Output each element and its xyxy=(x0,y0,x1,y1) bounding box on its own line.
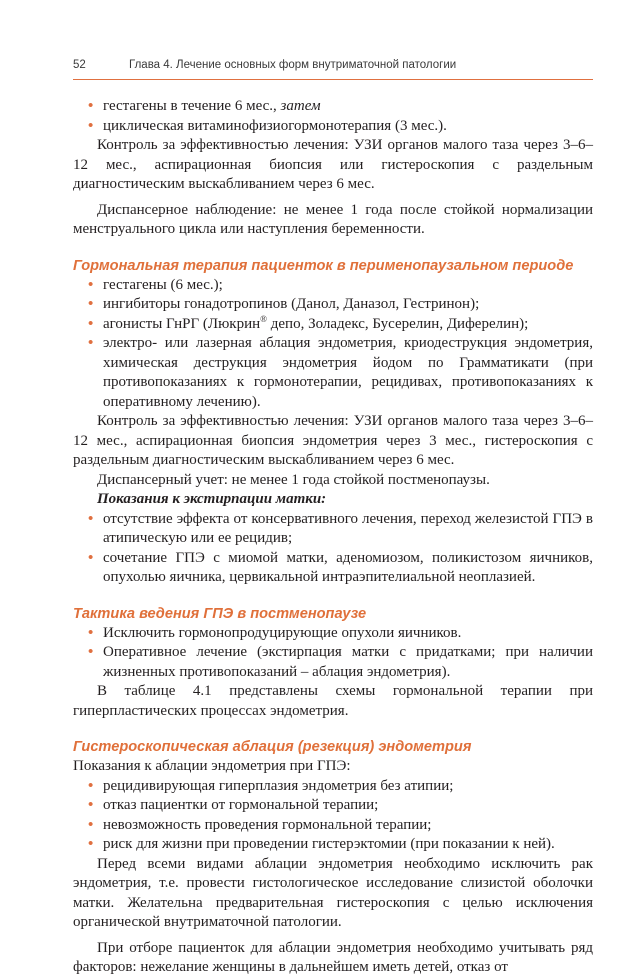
section-heading-perimenopause: Гормональная терапия пациенток в перименопаузальном периоде xyxy=(73,257,574,274)
body-paragraph: Перед всеми видами аблации эндометрия необходимо исключить рак эндометрия, т.е. провести гистологическое исследование слизистой оболочки матки. Желательна предварительная гистероскопия с целью исключения органической внутриматочной патологии. xyxy=(73,855,593,930)
list-item-text: ингибиторы гонадотропинов (Данол, Даназол, Гестринон); xyxy=(103,296,480,312)
list-item xyxy=(88,295,593,315)
list-item-text: агонисты ГнРГ (Люкрин xyxy=(103,315,261,332)
list-item xyxy=(88,796,593,816)
ablation-intro: Показания к аблации эндометрия при ГПЭ: xyxy=(73,758,351,774)
bullet-icon: • xyxy=(88,510,94,527)
intro-list xyxy=(73,97,593,136)
list-item xyxy=(88,510,593,549)
chapter-title: Глава 4. Лечение основных форм внутриматочной патологии xyxy=(129,59,457,71)
bullet-icon: • xyxy=(88,777,94,794)
list-item-text: гестагены в течение 6 мес., xyxy=(103,98,281,114)
bullet-icon: • xyxy=(88,315,94,332)
page-number: 52 xyxy=(73,59,86,71)
control-paragraph: Контроль за эффективностью лечения: УЗИ органов малого таза через 3–6–12 мес., аспирационная биопсия или гистероскопия с раздельным диагностическим выскабливанием через 6 мес. xyxy=(73,137,593,192)
control-paragraph: Контроль за эффективностью лечения: УЗИ органов малого таза через 3–6–12 мес., аспирационная биопсия эндометрия через 3 мес., гистероскопия с раздельным диагностическим выскабливанием через 6 мес. xyxy=(73,413,593,468)
table-reference-paragraph: В таблице 4.1 представлены схемы гормональной терапии при гиперпластических процессах эндометрия. xyxy=(73,683,593,719)
bullet-icon: • xyxy=(88,549,94,566)
list-item xyxy=(88,816,593,836)
dispensary-paragraph: Диспансерное наблюдение: не менее 1 года после стойкой нормализации менструального цикла или наступления беременности. xyxy=(73,201,593,237)
bullet-icon: • xyxy=(88,797,94,813)
bullet-icon: • xyxy=(88,816,94,833)
bullet-icon: • xyxy=(88,644,94,660)
page-body xyxy=(73,97,593,978)
list-item-text: депо, Золадекс, Бусерелин, Диферелин); xyxy=(267,315,529,332)
list-item xyxy=(88,313,593,335)
registered-mark: ® xyxy=(260,313,267,324)
list-item-text: Исключить гормонопродуцирующие опухоли яичников. xyxy=(103,624,462,641)
list-item-text: рецидивирующая гиперплазия эндометрия без атипии; xyxy=(103,777,454,794)
perimenopause-list xyxy=(73,276,593,413)
list-item-text: Оперативное лечение (экстирпация матки с придатками; при наличии жизненных противопоказаний – аблация эндометрия). xyxy=(103,644,593,680)
section-heading-ablation: Гистероскопическая аблация (резекция) эндометрия xyxy=(73,739,472,755)
bullet-icon: • xyxy=(88,98,94,114)
list-item xyxy=(88,624,593,644)
list-item xyxy=(88,334,593,412)
indications-title: Показания к экстирпации матки: xyxy=(97,491,327,507)
list-item-emphasis: затем xyxy=(280,98,321,114)
list-item xyxy=(88,117,593,137)
list-item-text: риск для жизни при проведении гистерэктомии (при показании к ней). xyxy=(103,836,555,852)
bullet-icon: • xyxy=(88,296,94,312)
list-item-text: невозможность проведения гормональной терапии; xyxy=(103,816,432,833)
ablation-list xyxy=(73,777,593,855)
list-item-text: гестагены (6 мес.); xyxy=(103,276,223,293)
bullet-icon: • xyxy=(88,117,94,134)
bullet-icon: • xyxy=(88,836,94,852)
list-item-text: отсутствие эффекта от консервативного лечения, переход железистой ГПЭ в атипическую или ее рецидив; xyxy=(103,510,593,546)
list-item-text: сочетание ГПЭ с миомой матки, аденомиозом, поликистозом яичников, опухолью яичника, цервикальной интраэпителиальной неоплазией. xyxy=(103,549,593,585)
header-divider xyxy=(73,79,593,80)
dispensary-paragraph: Диспансерный учет: не менее 1 года стойкой постменопаузы. xyxy=(97,471,490,488)
list-item-text: отказ пациентки от гормональной терапии; xyxy=(103,797,379,813)
bullet-icon: • xyxy=(88,624,94,641)
body-paragraph: При отборе пациенток для аблации эндометрия необходимо учитывать ряд факторов: нежелание женщины в дальнейшем иметь детей, отказ от xyxy=(73,939,593,975)
list-item xyxy=(88,835,593,855)
list-item xyxy=(88,777,593,797)
list-item-text: электро- или лазерная аблация эндометрия, криодеструкция эндометрия, химическая деструкция эндометрия йодом по Грамматикати (при противопоказаниях к гормонотерапии, рецидивах, противопоказаниях к оперативному лечению). xyxy=(103,335,593,410)
list-item xyxy=(88,97,593,117)
postmenopause-list xyxy=(73,624,593,683)
list-item xyxy=(88,276,593,296)
list-item xyxy=(88,549,593,588)
indications-list xyxy=(73,510,593,588)
bullet-icon: • xyxy=(88,276,94,293)
list-item-text: циклическая витаминофизиогормонотерапия (3 мес.). xyxy=(103,117,447,134)
bullet-icon: • xyxy=(88,335,94,351)
list-item xyxy=(88,643,593,682)
section-heading-postmenopause: Тактика ведения ГПЭ в постменопаузе xyxy=(73,605,367,622)
